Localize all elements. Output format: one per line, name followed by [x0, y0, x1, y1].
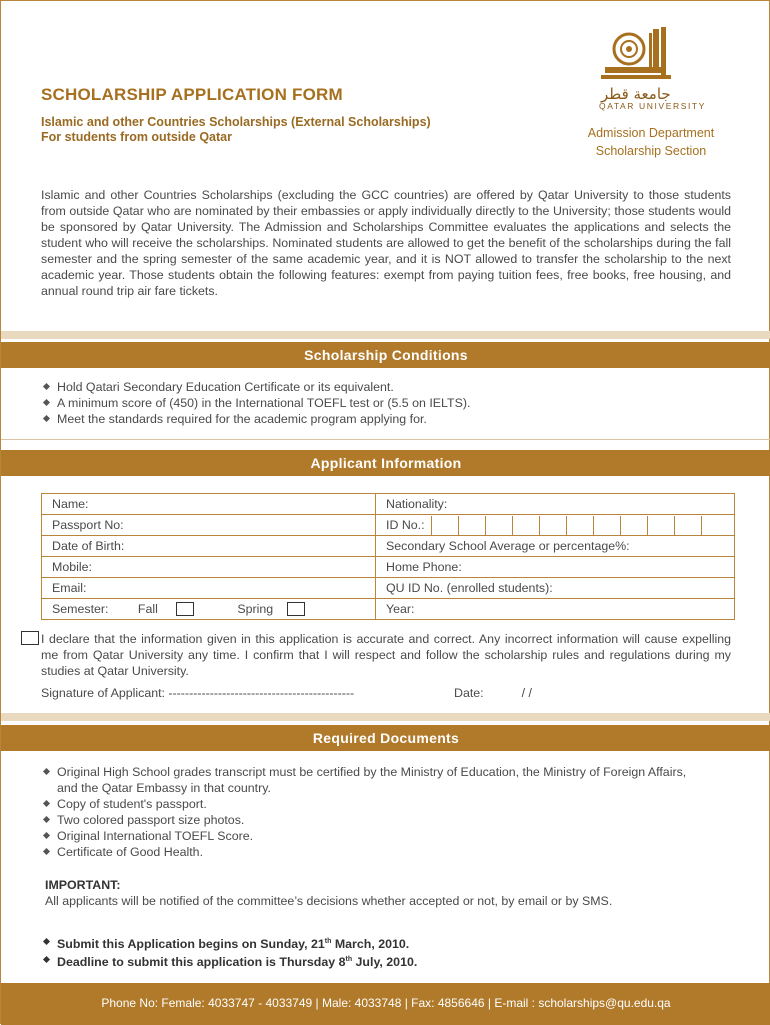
divider-band [1, 331, 770, 339]
submit-date: Submit this Application begins on Sunday, 21th March, 2010. [41, 934, 417, 952]
list-item: Meet the standards required for the academic program applying for. [41, 411, 731, 427]
table-row [42, 599, 735, 620]
fall-checkbox[interactable] [176, 602, 194, 616]
deadline-date: Deadline to submit this application is Thursday 8th July, 2010. [41, 952, 417, 970]
signature-line[interactable]: Signature of Applicant: --------------------------------------------- [41, 686, 355, 700]
applicant-info-table [41, 493, 735, 620]
divider-line [1, 439, 770, 440]
id-number-field[interactable] [376, 515, 735, 536]
list-item: Hold Qatari Secondary Education Certificate or its equivalent. [41, 379, 731, 395]
nationality-field[interactable]: Nationality: [376, 494, 735, 515]
date-field[interactable] [454, 686, 532, 700]
semester-label: Semester: [52, 601, 109, 616]
intro-paragraph: Islamic and other Countries Scholarships (excluding the GCC countries) are offered by Qatar University to those students from outside Qatar who are nominated by their embassies or apply individually directly to the University; those students would be sponsored by Qatar University. The Admission and Scholarships Committee evaluates the applications and selects the student who will receive the scholarships. Nominated students are allowed to get the benefit of the scholarships during the fall semester and the spring semester of the same academic year, and it is NOT allowed to transfer the scholarship to the next academic year. Those students obtain the following features: exempt from paying tuition fees, free books, free housing, and annual round trip air fare tickets. [41, 188, 731, 298]
date-slashes: / / [521, 686, 532, 700]
logo-text: QATAR UNIVERSITY [599, 101, 706, 111]
name-field[interactable]: Name: [42, 494, 376, 515]
id-number-boxes[interactable] [431, 516, 728, 535]
email-field[interactable]: Email: [42, 578, 376, 599]
id-number-label: ID No.: [386, 517, 425, 532]
qu-id-field[interactable]: QU ID No. (enrolled students): [376, 578, 735, 599]
list-item: A minimum score of (450) in the International TOEFL test or (5.5 on IELTS). [41, 395, 731, 411]
list-item: Original International TOEFL Score. [41, 828, 701, 844]
declaration-checkbox[interactable] [21, 631, 39, 645]
spring-checkbox[interactable] [287, 602, 305, 616]
subtitle-line-1: Islamic and other Countries Scholarships (External Scholarships) [41, 115, 431, 129]
list-item: Certificate of Good Health. [41, 844, 701, 860]
conditions-heading: Scholarship Conditions [1, 342, 770, 368]
documents-list [41, 764, 701, 860]
conditions-list [41, 379, 731, 427]
mobile-field[interactable]: Mobile: [42, 557, 376, 578]
important-note [45, 877, 612, 909]
section-name: Scholarship Section [595, 144, 707, 158]
table-row [42, 494, 735, 515]
list-item: Original High School grades transcript must be certified by the Ministry of Education, the Ministry of Foreign Affairs, and the Qatar Embassy in that country. [41, 764, 701, 796]
department-block [561, 124, 741, 160]
documents-heading: Required Documents [1, 725, 770, 751]
fall-label: Fall [137, 601, 158, 616]
form-subtitle [41, 115, 431, 145]
dob-field[interactable]: Date of Birth: [42, 536, 376, 557]
list-item: Two colored passport size photos. [41, 812, 701, 828]
table-row [42, 578, 735, 599]
form-title: SCHOLARSHIP APPLICATION FORM [41, 85, 343, 104]
spring-label: Spring [237, 601, 274, 616]
list-item: Copy of student's passport. [41, 796, 701, 812]
table-row [42, 536, 735, 557]
semester-field [42, 599, 376, 620]
table-row [42, 515, 735, 536]
important-label: IMPORTANT: [45, 878, 121, 892]
table-row [42, 557, 735, 578]
applicant-heading: Applicant Information [1, 450, 770, 476]
divider-band [1, 713, 770, 721]
declaration-text: I declare that the information given in this application is accurate and correct. Any incorrect information will cause expelling me from Qatar University any time. I confirm that I will respect and follow the scholarship rules and regulations during my studies at Qatar University. [41, 632, 731, 678]
dates-list [41, 934, 417, 970]
home-phone-field[interactable]: Home Phone: [376, 557, 735, 578]
subtitle-line-2: For students from outside Qatar [41, 130, 232, 144]
secondary-average-field[interactable]: Secondary School Average or percentage%: [376, 536, 735, 557]
important-text: All applicants will be notified of the committee’s decisions whether accepted or not, by email or by SMS. [45, 894, 613, 908]
contact-footer: Phone No: Female: 4033747 - 4033749 | Male: 4033748 | Fax: 4856646 | E-mail : scholarships@qu.edu.qa [1, 983, 770, 1025]
logo-arabic-text: جامعة قطر [601, 85, 671, 103]
year-field[interactable]: Year: [376, 599, 735, 620]
date-label: Date: [454, 686, 484, 700]
department-name: Admission Department [587, 126, 715, 140]
passport-field[interactable]: Passport No: [42, 515, 376, 536]
